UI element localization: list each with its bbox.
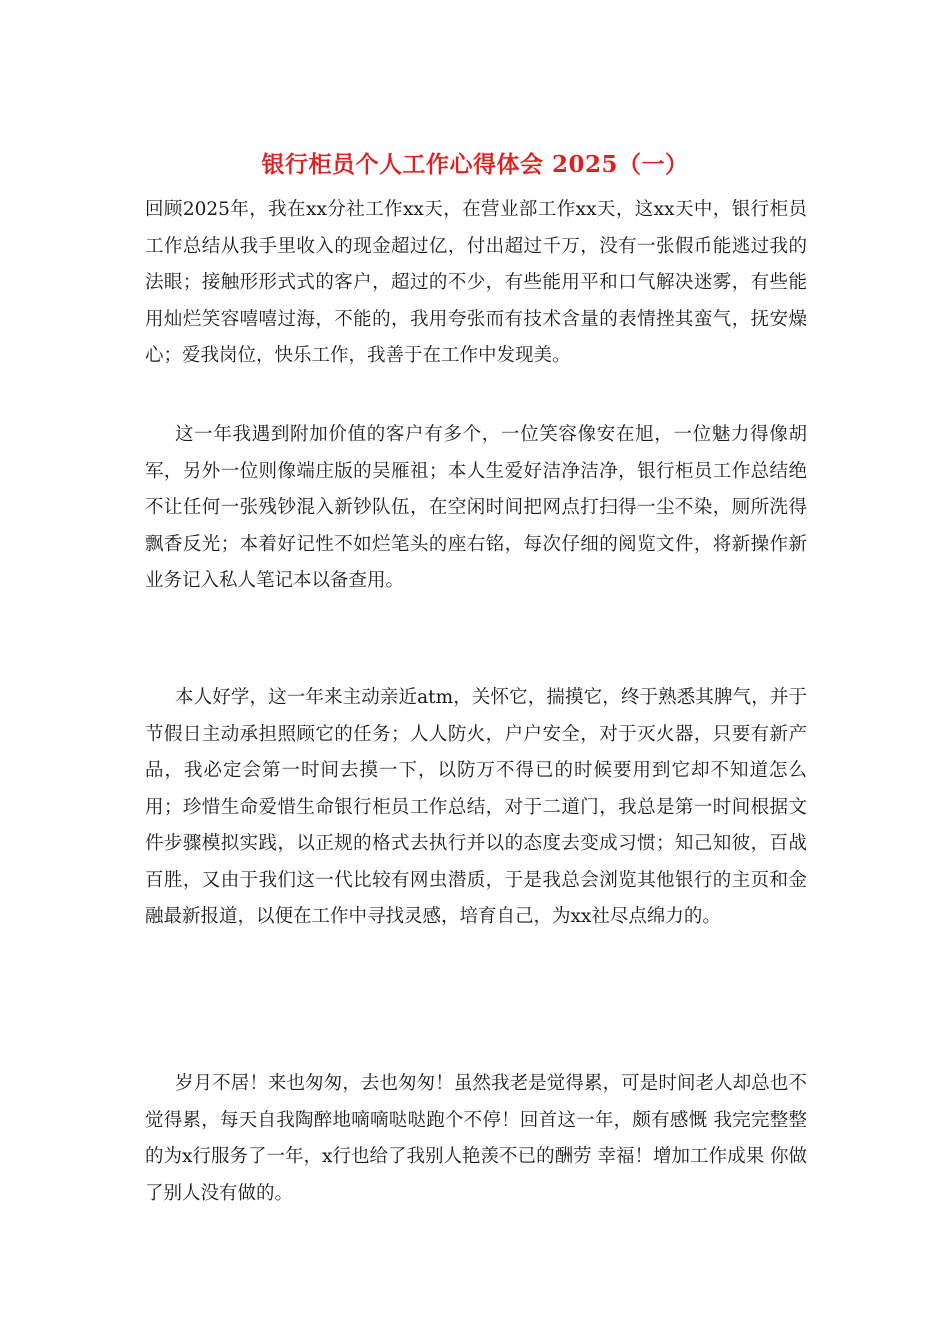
document-title: 银行柜员个人工作心得体会 2025（一） [261,151,689,178]
paragraph-3: 本人好学，这一年来主动亲近atm，关怀它，揣摸它，终于熟悉其脾气，并于节假日主动承担照顾它的任务；人人防火，户户安全，对于灭火器，只要有新产品，我必定会第一时间去摸一下，以防万不得已的时候要用到它却不知道怎么用；珍惜生命爱惜生命银行柜员工作总结，对于二道门，我总是第一时间根据文件步骤模拟实践，以正规的格式去执行并以的态度去变成习惯；知己知彼，百战百胜，又由于我们这一代比较有网虫潜质，于是我总会浏览其他银行的主页和金融最新报道，以便在工作中寻找灵感，培育自己，为xx社尽点绵力的。 [145,687,807,927]
paragraph-2: 这一年我遇到附加价值的客户有多个，一位笑容像安在旭，一位魅力得像胡军，另外一位则像端庄版的吴雁祖；本人生爱好洁净洁净，银行柜员工作总结绝不让任何一张残钞混入新钞队伍，在空闲时间把网点打扫得一尘不染，厕所洗得飘香反光；本着好记性不如烂笔头的座右铭，每次仔细的阅览文件，将新操作新业务记入私人笔记本以备查用。 [145,424,807,591]
paragraph-1: 回顾2025年，我在xx分社工作xx天，在营业部工作xx天，这xx天中，银行柜员工作总结从我手里收入的现金超过亿，付出超过千万，没有一张假币能逃过我的法眼；接触形形式式的客户，超过的不少，有些能用平和口气解决迷雾，有些能用灿烂笑容嘻嘻过海，不能的，我用夸张而有技术含量的表情挫其蛮气，抚安燥心；爱我岗位，快乐工作，我善于在工作中发现美。 [145,199,807,366]
paragraph-4: 岁月不居！来也匆匆，去也匆匆！虽然我老是觉得累，可是时间老人却总也不觉得累，每天自我陶醉地嘀嘀哒哒跑个不停！回首这一年，颇有感慨 我完完整整的为x行服务了一年，x行也给了我别人艳羡不已的酬劳 幸福！增加工作成果 你做了别人没有做的。 [145,1073,807,1204]
